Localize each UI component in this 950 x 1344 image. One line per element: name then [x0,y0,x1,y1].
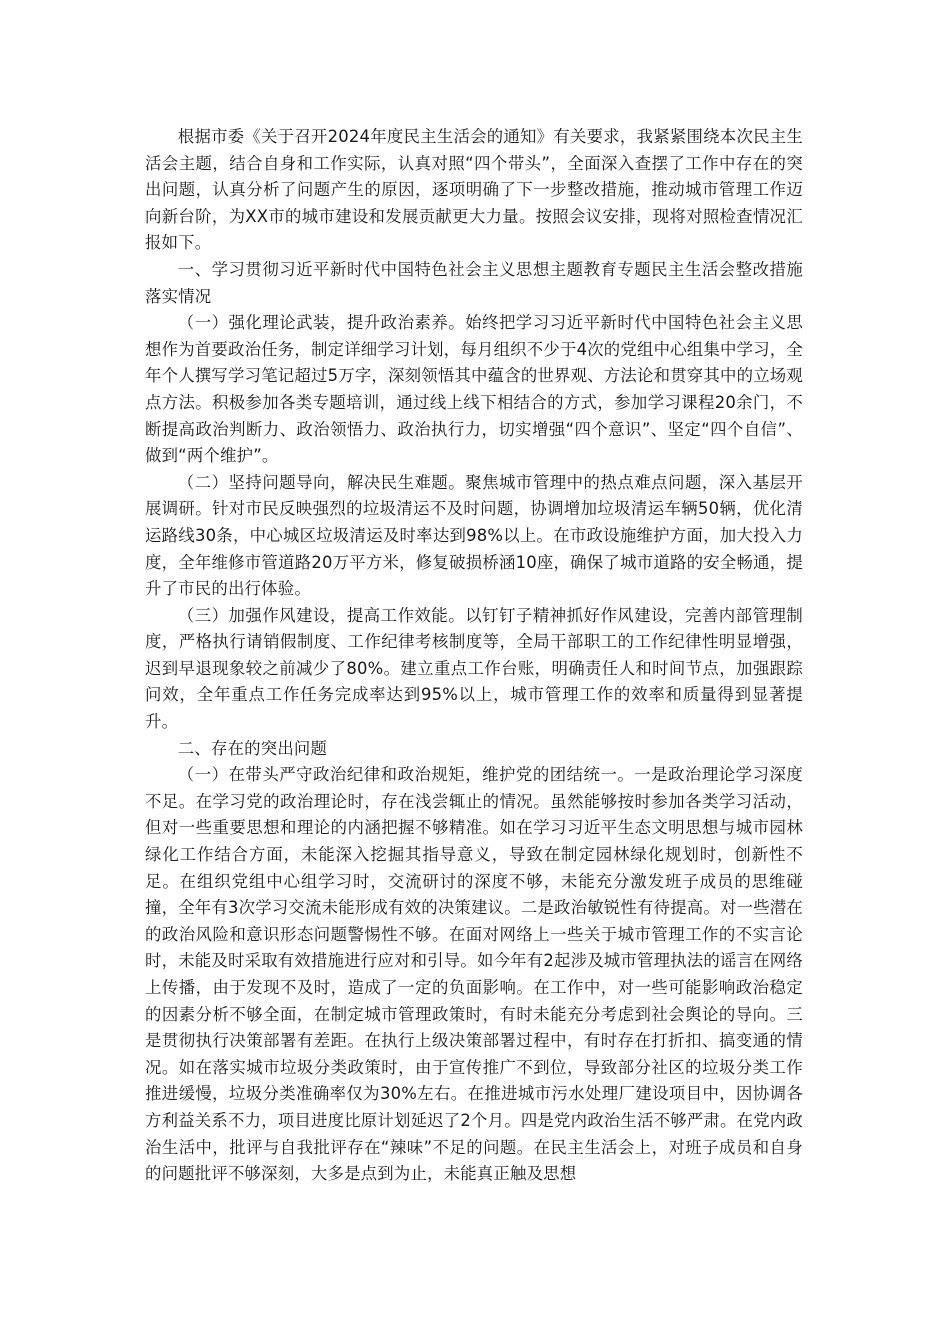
subsection-paragraph-2-1: （一）在带头严守政治纪律和政治规矩，维护党的团结统一。一是政治理论学习深度不足。在学习党的政治理论时，存在浅尝辄止的情况。虽然能够按时参加各类学习活动，但对一些重要思想和理论的内涵把握不够精准。如在学习习近平生态文明思想与城市园林绿化工作结合方面，未能深入挖掘其指导意义，导致在制定园林绿化规划时，创新性不足。在组织党组中心组学习时，交流研讨的深度不够，未能充分激发班子成员的思维碰撞，全年有3次学习交流未能形成有效的决策建议。二是政治敏锐性有待提高。对一些潜在的政治风险和意识形态问题警惕性不够。在面对网络上一些关于城市管理工作的不实言论时，未能及时采取有效措施进行应对和引导。如今年有2起涉及城市管理执法的谣言在网络上传播，由于发现不及时，造成了一定的负面影响。在工作中，对一些可能影响政治稳定的因素分析不够全面，在制定城市管理政策时，有时未能充分考虑到社会舆论的导向。三是贯彻执行决策部署有差距。在执行上级决策部署过程中，有时存在打折扣、搞变通的情况。如在落实城市垃圾分类政策时，由于宣传推广不到位，导致部分社区的垃圾分类工作推进缓慢，垃圾分类准确率仅为30%左右。在推进城市污水处理厂建设项目中，因协调各方利益关系不力，项目进度比原计划延迟了2个月。四是党内政治生活不够严肃。在党内政治生活中，批评与自我批评存在“辣味”不足的问题。在民主生活会上，对班子成员和自身的问题批评不够深刻，大多是点到为止，未能真正触及思想 [145,765,803,1184]
section-heading-2: 二、存在的突出问题 [177,738,328,758]
subsection-paragraph-1-2: （二）坚持问题导向，解决民生难题。聚焦城市管理中的热点难点问题，深入基层开展调研。针对市民反映强烈的垃圾清运不及时问题，协调增加垃圾清运车辆50辆，优化清运路线30条，中心城区垃圾清运及时率达到98%以上。在市政设施维护方面，加大投入力度，全年维修市管道路20万平方米，修复破损桥涵10座，确保了城市道路的安全畅通，提升了市民的出行体验。 [145,472,803,599]
subsection-paragraph-1-1: （一）强化理论武装，提升政治素养。始终把学习习近平新时代中国特色社会主义思想作为首要政治任务，制定详细学习计划，每月组织不少于4次的党组中心组集中学习，全年个人撰写学习笔记超过5万字，深刻领悟其中蕴含的世界观、方法论和贯穿其中的立场观点方法。积极参加各类专题培训，通过线上线下相结合的方式，参加学习课程20余门，不断提高政治判断力、政治领悟力、政治执行力，切实增强“四个意识”、坚定“四个自信”、做到“两个维护”。 [145,313,803,466]
subsection-paragraph-1-3: （三）加强作风建设，提高工作效能。以钉钉子精神抓好作风建设，完善内部管理制度，严格执行请销假制度、工作纪律考核制度等，全局干部职工的工作纪律性明显增强，迟到早退现象较之前减少了80%。建立重点工作台账，明确责任人和时间节点，加强跟踪问效，全年重点工作任务完成率达到95%以上，城市管理工作的效率和质量得到显著提升。 [145,605,803,732]
document-body [145,124,803,1188]
section-heading-1: 一、学习贯彻习近平新时代中国特色社会主义思想主题教育专题民主生活会整改措施落实情况 [145,259,803,306]
intro-paragraph: 根据市委《关于召开2024年度民主生活会的通知》有关要求，我紧紧围绕本次民主生活会主题，结合自身和工作实际，认真对照“四个带头”，全面深入查摆了工作中存在的突出问题，认真分析了问题产生的原因，逐项明确了下一步整改措施，推动城市管理工作迈向新台阶，为XX市的城市建设和发展贡献更大力量。按照会议安排，现将对照检查情况汇报如下。 [145,127,803,253]
